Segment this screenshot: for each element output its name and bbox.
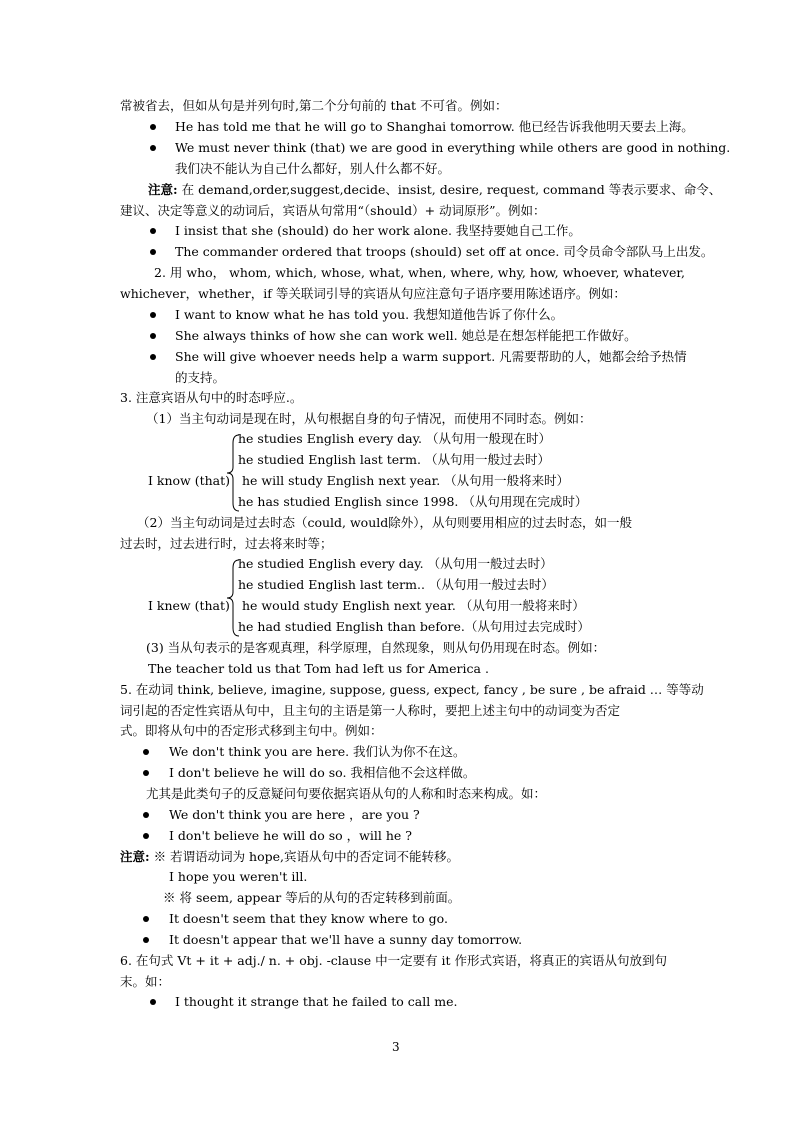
text-line: he will study English next year. （从句用一般将来时） bbox=[242, 473, 570, 488]
text-line: he studied English every day. （从句用一般过去时） bbox=[238, 556, 553, 571]
text-line: （1）当主句动词是现在时，从句根据自身的句子情况，而使用不同时态。例如： bbox=[146, 411, 592, 426]
bullet bbox=[150, 999, 156, 1005]
text-line: He has told me that he will go to Shanghai tomorrow. 他已经告诉我他明天要去上海。 bbox=[175, 119, 694, 134]
text-line: 6. 在句式 Vt + it + adj./ n. + obj. -clause 中一定要有 it 作形式宾语，将真正的宾语从句放到句 bbox=[120, 953, 668, 968]
text-line: I don't believe he will do so. 我相信他不会这样做。 bbox=[169, 765, 476, 780]
text-line: 末。如： bbox=[120, 974, 171, 989]
text-line: It doesn't appear that we'll have a sunny day tomorrow. bbox=[169, 932, 523, 947]
bullet bbox=[143, 812, 149, 818]
text-line: We don't think you are here. 我们认为你不在这。 bbox=[169, 744, 466, 759]
bullet bbox=[150, 228, 156, 234]
bullet bbox=[150, 145, 156, 151]
text-line: I don't believe he will do so ，will he ? bbox=[169, 828, 412, 843]
text-line: I want to know what he has told you. 我想知道他告诉了你什么。 bbox=[175, 307, 564, 322]
text-line: he would study English next year. （从句用一般将来时） bbox=[242, 598, 585, 613]
page-number: 3 bbox=[392, 1040, 400, 1054]
text-line: I hope you weren't ill. bbox=[169, 869, 308, 884]
bullet bbox=[150, 312, 156, 318]
text-line: he studied English last term.. （从句用一般过去时） bbox=[238, 577, 554, 592]
text-line: 词引起的否定性宾语从句中，且主句的主语是第一人称时，要把上述主句中的动词变为否定 bbox=[120, 703, 621, 718]
text-line: 式。即将从句中的否定形式移到主句中。例如： bbox=[120, 723, 383, 738]
bullet bbox=[143, 937, 149, 943]
bullet bbox=[143, 833, 149, 839]
bullet bbox=[143, 916, 149, 922]
text-line: She always thinks of how she can work well. 她总是在想怎样能把工作做好。 bbox=[175, 328, 637, 343]
text-line: 我们决不能认为自己什么都好，别人什么都不好。 bbox=[175, 161, 451, 176]
text-line: The teacher told us that Tom had left us for America . bbox=[148, 661, 489, 676]
text-line: 5. 在动词 think, believe, imagine, suppose, guess, expect, fancy , be sure , be afraid … 等等动 bbox=[120, 682, 704, 697]
text-line: he studied English last term. （从句用一般过去时） bbox=[238, 452, 550, 467]
bullet bbox=[150, 249, 156, 255]
text-line: he had studied English than before.（从句用过去完成时） bbox=[238, 619, 590, 634]
text-line: She will give whoever needs help a warm support. 凡需要帮助的人，她都会给予热情 bbox=[175, 349, 687, 364]
text-line: I thought it strange that he failed to call me. bbox=[175, 994, 458, 1009]
text-line: he studies English every day. （从句用一般现在时） bbox=[238, 431, 551, 446]
text-line: We must never think (that) we are good in everything while others are good in nothing. bbox=[175, 140, 731, 155]
text-line: ※ 将 seem, appear 等后的从句的否定转移到前面。 bbox=[163, 890, 461, 905]
bullet bbox=[143, 770, 149, 776]
note-text: 在 demand,order,suggest,decide、insist, desire, request, command 等表示要求、命令、 bbox=[177, 182, 722, 197]
text-line: 过去时，过去进行时，过去将来时等； bbox=[120, 536, 333, 551]
text-line bbox=[148, 181, 721, 199]
note-label: 注意: bbox=[120, 849, 150, 864]
bullet bbox=[143, 749, 149, 755]
text-line: The commander ordered that troops (should) set off at once. 司令员命令部队马上出发。 bbox=[175, 244, 714, 259]
note-label: 注意: bbox=[148, 182, 178, 197]
text-line: I knew (that) bbox=[148, 598, 230, 613]
text-line: whichever，whether，if 等关联词引导的宾语从句应注意句子语序要用陈述语序。例如： bbox=[120, 286, 626, 301]
text-line: he has studied English since 1998. （从句用现在完成时） bbox=[238, 494, 588, 509]
text-line: I insist that she (should) do her work alone. 我坚持要她自己工作。 bbox=[175, 223, 581, 238]
text-line: 建议、决定等意义的动词后，宾语从句常用“（should）+ 动词原形”。例如： bbox=[120, 203, 546, 218]
text-line: （2）当主句动词是过去时态（could, would除外），从句则要用相应的过去时态，如一般 bbox=[137, 515, 633, 530]
bullet bbox=[150, 354, 156, 360]
note-text: ※ 若谓语动词为 hope,宾语从句中的否定词不能转移。 bbox=[149, 849, 459, 864]
text-line: 2. 用 who， whom, which, whose, what, when, where, why, how, whoever, whatever, bbox=[154, 265, 685, 280]
text-line: It doesn't seem that they know where to go. bbox=[169, 911, 448, 926]
text-line: 3. 注意宾语从句中的时态呼应.。 bbox=[120, 390, 303, 405]
bullet bbox=[150, 333, 156, 339]
text-line bbox=[120, 848, 459, 866]
bullet bbox=[150, 124, 156, 130]
text-line: I know (that) bbox=[148, 473, 231, 488]
text-line: We don't think you are here ，are you ? bbox=[169, 807, 420, 822]
text-line: 的支持。 bbox=[175, 370, 226, 385]
text-line: 尤其是此类句子的反意疑问句要依据宾语从句的人称和时态来构成。如： bbox=[146, 786, 547, 801]
text-line: 常被省去，但如从句是并列句时,第二个分句前的 that 不可省。例如： bbox=[120, 98, 508, 113]
text-line: (3) 当从句表示的是客观真理，科学原理，自然现象，则从句仍用现在时态。例如： bbox=[146, 640, 606, 655]
